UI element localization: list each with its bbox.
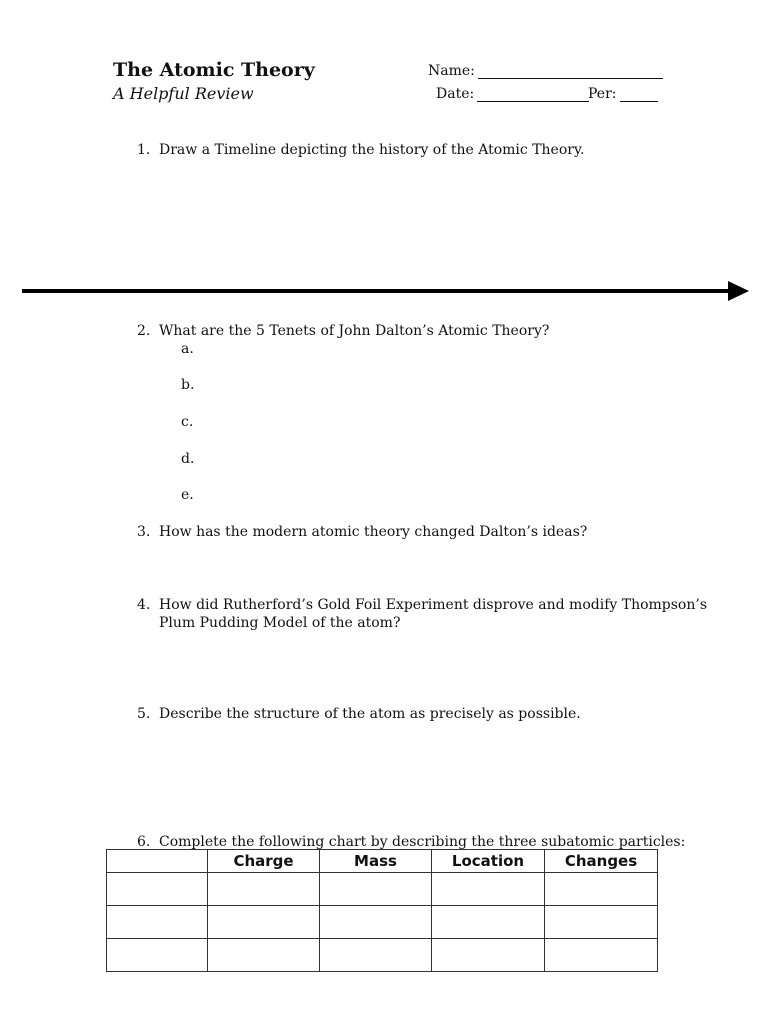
header-mass: Mass [320, 850, 432, 873]
table-cell[interactable] [432, 873, 545, 906]
table-cell[interactable] [545, 906, 658, 939]
question-text: How did Rutherford’s Gold Foil Experiment disprove and modify Thompson’s [159, 597, 708, 613]
per-label: Per: [588, 86, 617, 102]
name-label: Name: [428, 63, 475, 79]
table-cell[interactable] [545, 939, 658, 972]
table-cell[interactable] [208, 873, 320, 906]
page-subtitle: A Helpful Review [113, 84, 254, 103]
question-2 [137, 322, 697, 340]
header-charge: Charge [208, 850, 320, 873]
table-row [107, 939, 658, 972]
period-field[interactable] [588, 86, 658, 102]
table-cell[interactable] [320, 873, 432, 906]
table-row [107, 906, 658, 939]
question-text: Draw a Timeline depicting the history of the Atomic Theory. [159, 142, 585, 158]
table-cell[interactable] [432, 939, 545, 972]
tenet-b: b. [181, 377, 195, 393]
header-location: Location [432, 850, 545, 873]
name-field[interactable] [428, 63, 663, 79]
page-title: The Atomic Theory [113, 59, 315, 81]
table-cell[interactable] [208, 939, 320, 972]
question-number: 1. [137, 142, 151, 158]
table-row [107, 873, 658, 906]
question-text: Describe the structure of the atom as precisely as possible. [159, 706, 581, 722]
question-text: Complete the following chart by describing the three subatomic particles: [159, 834, 686, 850]
question-4 [137, 596, 708, 632]
table-cell[interactable] [320, 906, 432, 939]
table-header-row [107, 850, 658, 873]
date-label: Date: [436, 86, 475, 102]
table-cell[interactable] [320, 939, 432, 972]
question-5 [137, 705, 697, 723]
question-text: How has the modern atomic theory changed Dalton’s ideas? [159, 524, 588, 540]
date-field[interactable] [436, 86, 589, 102]
tenet-a: a. [181, 341, 194, 357]
subatomic-particles-table [106, 849, 658, 972]
table-cell[interactable] [107, 873, 208, 906]
question-3 [137, 523, 697, 541]
question-number: 3. [137, 524, 151, 540]
per-blank[interactable] [620, 86, 658, 102]
date-blank[interactable] [477, 86, 589, 102]
question-number: 6. [137, 834, 151, 850]
question-number: 5. [137, 706, 151, 722]
table-cell[interactable] [208, 906, 320, 939]
question-1 [137, 141, 697, 159]
table-cell[interactable] [107, 906, 208, 939]
timeline-arrow-icon [22, 280, 752, 304]
question-number: 4. [137, 597, 151, 613]
question-number: 2. [137, 323, 151, 339]
header-blank [107, 850, 208, 873]
question-text-continued: Plum Pudding Model of the atom? [159, 615, 401, 631]
header-changes: Changes [545, 850, 658, 873]
tenet-e: e. [181, 487, 194, 503]
name-blank[interactable] [478, 63, 663, 79]
table-cell[interactable] [432, 906, 545, 939]
tenet-d: d. [181, 451, 195, 467]
question-text: What are the 5 Tenets of John Dalton’s Atomic Theory? [159, 323, 550, 339]
tenet-c: c. [181, 414, 194, 430]
table-cell[interactable] [545, 873, 658, 906]
table-cell[interactable] [107, 939, 208, 972]
